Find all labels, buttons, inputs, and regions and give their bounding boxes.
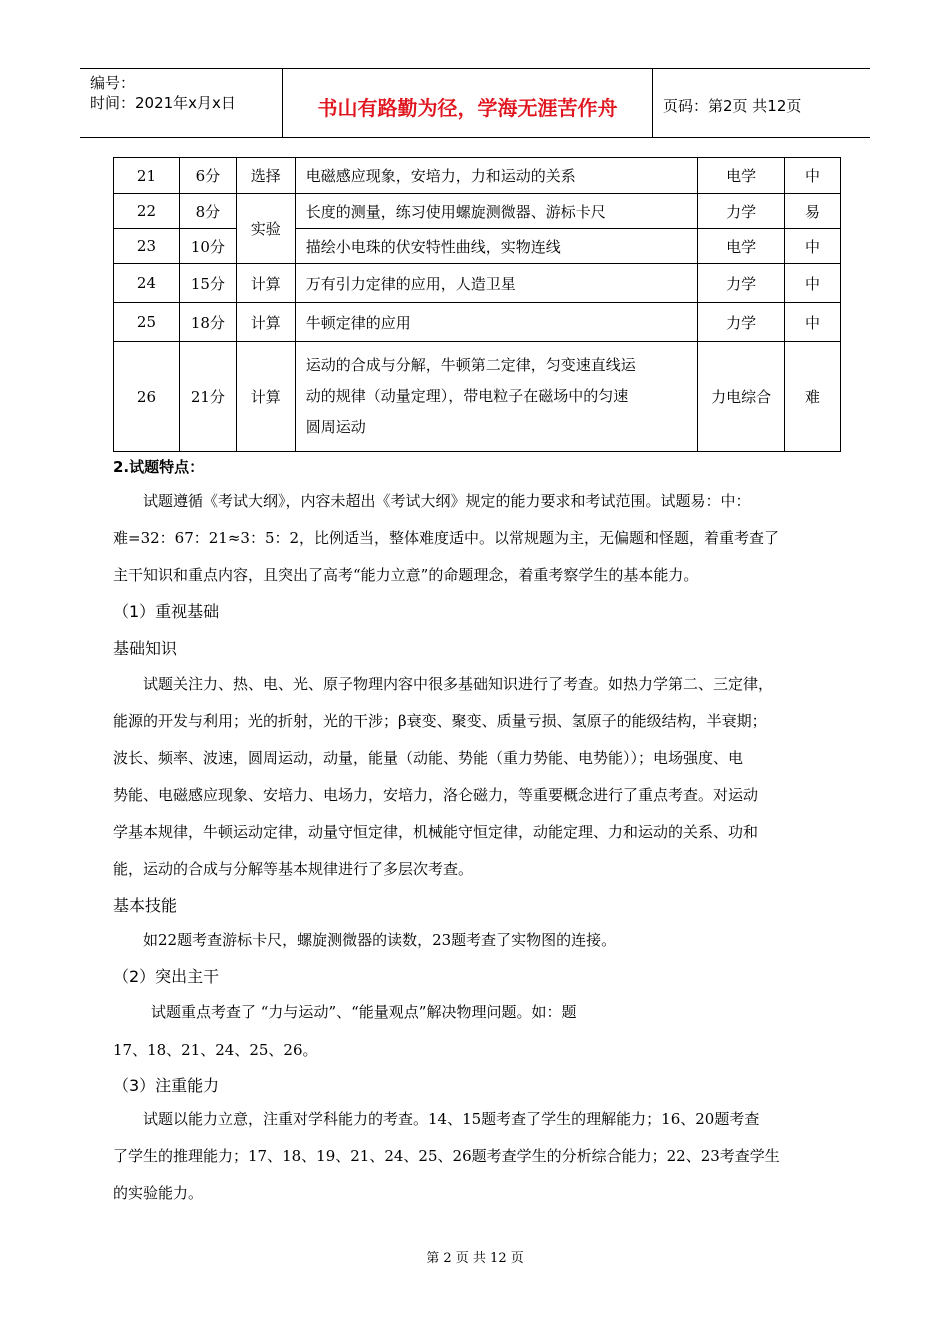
question-score: 8分: [179, 194, 236, 229]
paragraph-line: 波长、频率、波速，圆周运动，动量，能量（动能、势能（重力势能、电势能））；电场强度、电: [113, 749, 744, 767]
subsection-heading: （1）重视基础: [113, 602, 220, 621]
question-difficulty: 难: [785, 342, 841, 452]
question-score: 18分: [179, 303, 236, 342]
question-field: 力学: [698, 194, 785, 229]
paragraph-line: 了学生的推理能力；17、18、19、21、24、25、26题考查学生的分析综合能力；22、23考查学生: [113, 1147, 780, 1165]
paragraph-line: 试题关注力、热、电、光、原子物理内容中很多基础知识进行了考查。如热力学第二、三定律，: [143, 675, 774, 693]
table-row: [114, 303, 841, 342]
question-difficulty: 中: [785, 158, 841, 194]
question-type: 计算: [236, 264, 295, 303]
paragraph-line: 势能、电磁感应现象、安培力、电场力，安培力，洛仑磁力，等重要概念进行了重点考查。对运动: [113, 786, 759, 804]
page-footer: 第 2 页 共 12 页: [426, 1251, 524, 1266]
table-row: [114, 158, 841, 194]
time-label: 时间：2021年x月x日: [90, 94, 236, 112]
content-line: 圆周运动: [305, 418, 366, 436]
question-difficulty: 中: [785, 303, 841, 342]
question-type: 计算: [236, 303, 295, 342]
question-field: 电学: [698, 229, 785, 264]
question-field: 力学: [698, 264, 785, 303]
question-field: 力学: [698, 303, 785, 342]
section-title: 2.试题特点：: [113, 458, 205, 476]
subsection-heading: （2）突出主干: [113, 967, 220, 986]
paragraph-line: 试题以能力立意，注重对学科能力的考查。14、15题考查了学生的理解能力；16、20题考查: [143, 1110, 760, 1128]
table-row: [114, 342, 841, 452]
paragraph-line: 17、18、21、24、25、26。: [113, 1041, 318, 1059]
question-difficulty: 中: [785, 264, 841, 303]
paragraph-line: 能，运动的合成与分解等基本规律进行了多层次考查。: [113, 860, 474, 878]
question-content: 长度的测量，练习使用螺旋测微器、游标卡尺: [295, 194, 697, 229]
table-row: [114, 194, 841, 229]
question-score: 6分: [179, 158, 236, 194]
header-motto: 书山有路勤为径，学海无涯苦作舟: [283, 69, 653, 137]
question-number: 25: [114, 303, 180, 342]
question-number: 21: [114, 158, 180, 194]
question-difficulty: 中: [785, 229, 841, 264]
table-row: [114, 229, 841, 264]
question-field: 电学: [698, 158, 785, 194]
question-score: 15分: [179, 264, 236, 303]
question-content: 万有引力定律的应用，人造卫星: [295, 264, 697, 303]
question-score: 21分: [179, 342, 236, 452]
paragraph-line: 主干知识和重点内容，且突出了高考“能力立意”的命题理念，着重考察学生的基本能力。: [113, 566, 699, 584]
question-number: 22: [114, 194, 180, 229]
number-label: 编号：: [90, 74, 136, 92]
subsection-heading: 基础知识: [113, 639, 178, 658]
exam-question-table: [113, 157, 841, 452]
content-line: 运动的合成与分解，牛顿第二定律，匀变速直线运: [305, 356, 636, 374]
question-number: 26: [114, 342, 180, 452]
question-type: 选择: [236, 158, 295, 194]
question-number: 24: [114, 264, 180, 303]
content-line: 动的规律（动量定理），带电粒子在磁场中的匀速: [305, 387, 629, 405]
paragraph-line: 试题遵循《考试大纲》，内容未超出《考试大纲》规定的能力要求和考试范围。试题易：中：: [143, 492, 751, 510]
table-row: [114, 264, 841, 303]
paragraph-line: 能源的开发与利用；光的折射，光的干涉；β衰变、聚变、质量亏损、氢原子的能级结构，半衰期；: [113, 712, 767, 730]
paragraph-line: 试题重点考查了 “力与运动”、“能量观点”解决物理问题。如：题: [151, 1003, 577, 1021]
subsection-heading: 基本技能: [113, 896, 178, 915]
question-score: 10分: [179, 229, 236, 264]
question-type: 实验: [236, 194, 295, 264]
question-field: 力电综合: [698, 342, 785, 452]
question-number: 23: [114, 229, 180, 264]
paragraph-line: 难=32：67：21≈3：5：2，比例适当，整体难度适中。以常规题为主，无偏题和怪题，着重考查了: [113, 529, 780, 547]
paragraph-line: 如22题考查游标卡尺，螺旋测微器的读数，23题考查了实物图的连接。: [143, 931, 617, 949]
question-content: 描绘小电珠的伏安特性曲线，实物连线: [295, 229, 697, 264]
paragraph-line: 的实验能力。: [113, 1184, 204, 1202]
page-header: [80, 68, 870, 138]
subsection-heading: （3）注重能力: [113, 1076, 220, 1095]
question-content: [295, 342, 697, 452]
paragraph-line: 学基本规律，牛顿运动定律，动量守恒定律，机械能守恒定律，动能定理、力和运动的关系、功和: [113, 823, 759, 841]
header-meta: [80, 69, 283, 137]
header-page-info: 页码：第2页 共12页: [663, 96, 802, 115]
question-type: 计算: [236, 342, 295, 452]
question-content: 牛顿定律的应用: [295, 303, 697, 342]
question-difficulty: 易: [785, 194, 841, 229]
question-content: 电磁感应现象，安培力，力和运动的关系: [295, 158, 697, 194]
